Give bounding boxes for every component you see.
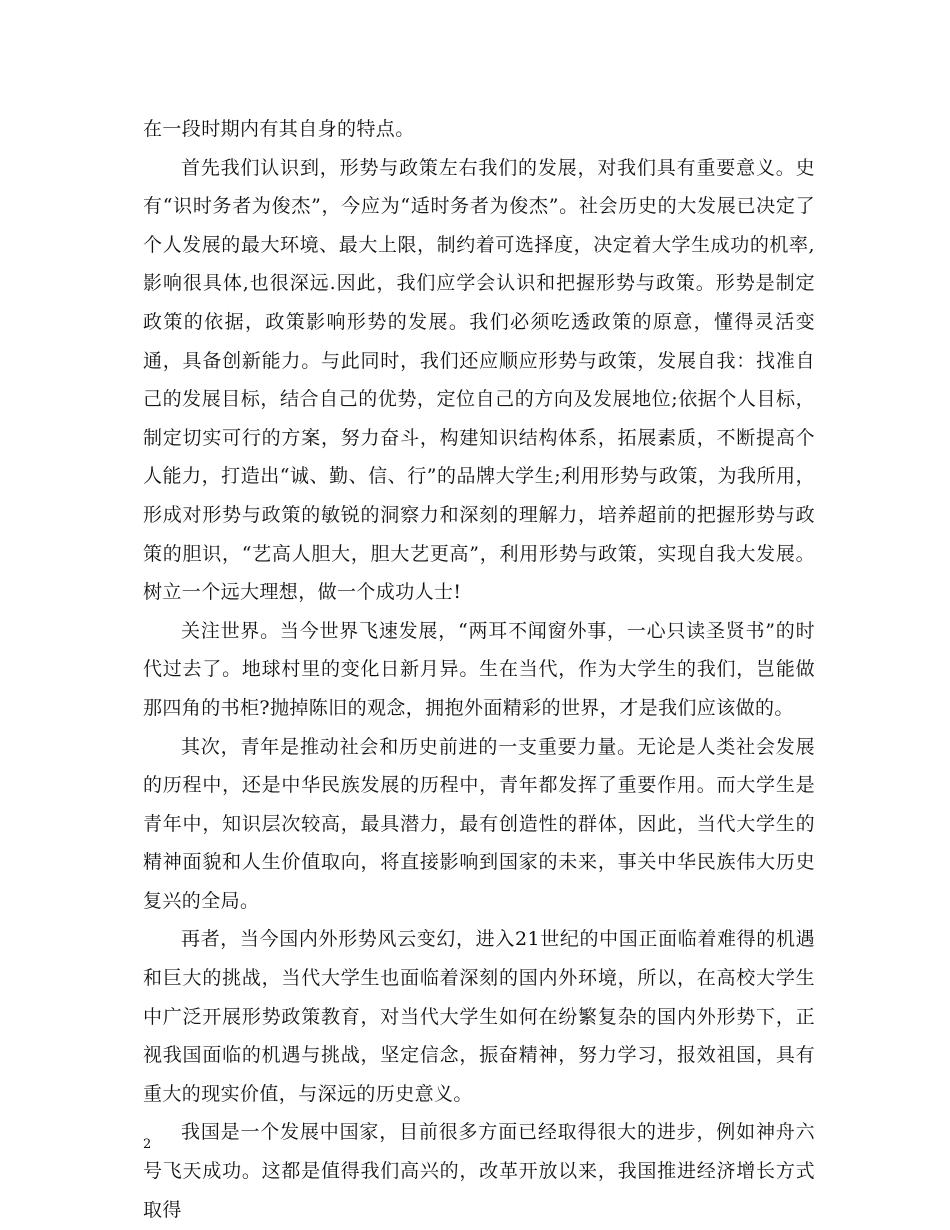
paragraph-focus-on-world: 关注世界。当今世界飞速发展，“两耳不闻窗外事，一心只读圣贤书”的时代过去了。地球村里的变化日新月异。生在当代，作为大学生的我们，岂能做那四角的书柜?抛掉陈旧的观念，拥抱外面精彩的世界，才是我们应该做的。 xyxy=(143,619,815,719)
paragraph-domestic-international: 再者，当今国内外形势风云变幻，进入21世纪的中国正面临着难得的机遇和巨大的挑战，当代大学生也面临着深刻的国内外环境，所以，在高校大学生中广泛开展形势政策教育，对当代大学生如何在纷繁复杂的国内外形势下，正视我国面临的机遇与挑战，坚定信念，振奋精神，努力学习，报效祖国，具有重大的现实价值，与深远的历史意义。 xyxy=(143,928,815,1105)
paragraph-continued: 在一段时期内有其自身的特点。 xyxy=(143,118,415,140)
paragraph-situation-and-policy: 首先我们认识到，形势与政策左右我们的发展，对我们具有重要意义。史有“识时务者为俊杰”，今应为“适时务者为俊杰”。社会历史的大发展已决定了个人发展的最大环境、最大上限，制约着可选择度，决定着大学生成功的机率,影响很具体,也很深远.因此，我们应学会认识和把握形势与政策。形势是制定政策的依据，政策影响形势的发展。我们必须吃透政策的原意，懂得灵活变通，具备创新能力。与此同时，我们还应顺应形势与政策，发展自我：找准自己的发展目标，结合自己的优势，定位自己的方向及发展地位;依据个人目标，制定切实可行的方案，努力奋斗，构建知识结构体系，拓展素质，不断提高个人能力，打造出“诚、勤、信、行”的品牌大学生;利用形势与政策，为我所用，形成对形势与政策的敏锐的洞察力和深刻的理解力，培养超前的把握形势与政策的胆识，“艺高人胆大，胆大艺更高”，利用形势与政策，实现自我大发展。树立一个远大理想，做一个成功人士! xyxy=(143,156,815,604)
paragraph-youth-role: 其次，青年是推动社会和历史前进的一支重要力量。无论是人类社会发展的历程中，还是中华民族发展的历程中，青年都发挥了重要作用。而大学生是青年中，知识层次较高，最具潜力，最有创造性的群体，因此，当代大学生的精神面貌和人生价值取向，将直接影响到国家的未来，事关中华民族伟大历史复兴的全局。 xyxy=(143,735,815,912)
body-text xyxy=(143,110,815,1229)
paragraph-developing-country: 我国是一个发展中国家，目前很多方面已经取得很大的进步，例如神舟六号飞天成功。这都是值得我们高兴的，改革开放以来，我国推进经济增长方式取得 xyxy=(143,1121,815,1221)
page-number: 2 xyxy=(143,1137,152,1152)
